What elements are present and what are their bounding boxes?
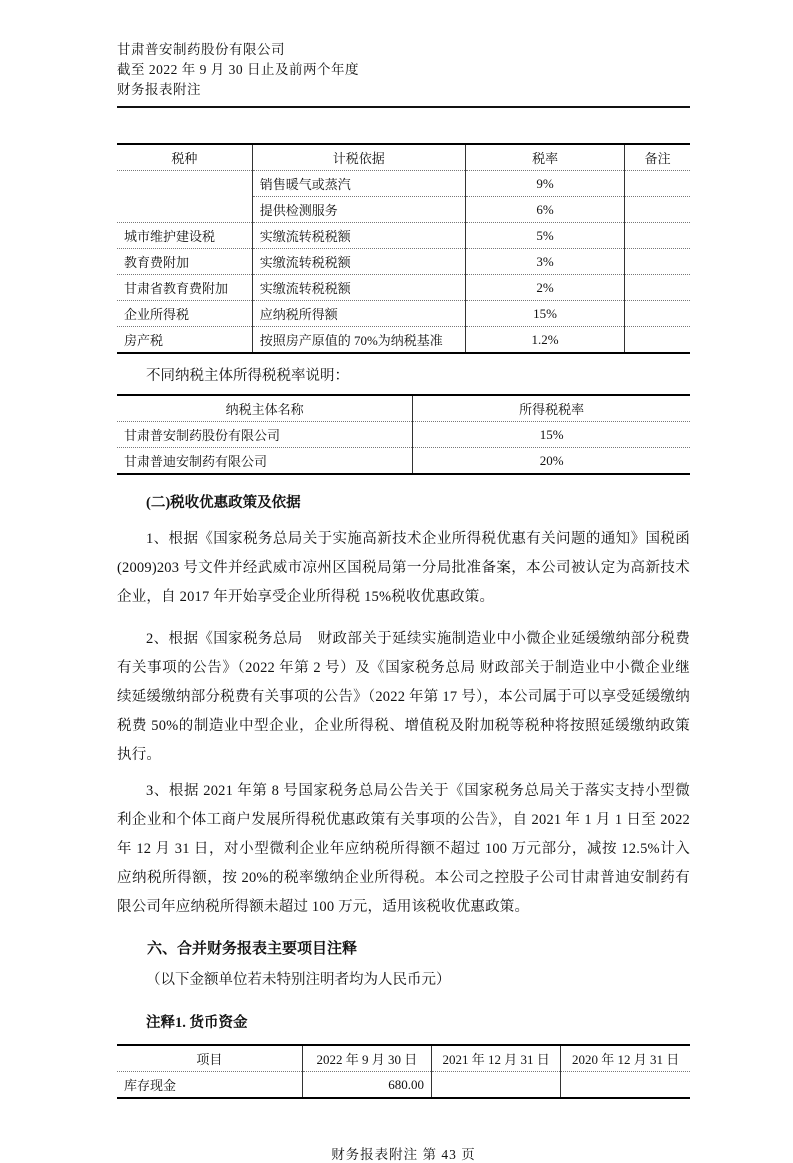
cell-tax-basis: 提供检测服务	[252, 197, 465, 223]
table-header-row	[117, 1045, 690, 1072]
col-header-income-tax-rate: 所得税税率	[519, 402, 585, 417]
cell-remark	[625, 171, 690, 197]
col-header-2021-12-31: 2021 年 12 月 31 日	[432, 1045, 561, 1072]
cell-tax-basis: 实缴流转税税额	[252, 249, 465, 275]
cell-tax-basis: 应纳税所得额	[252, 301, 465, 327]
cell-remark	[625, 197, 690, 223]
table-row	[117, 171, 690, 197]
entity-rate-note-line: 不同纳税主体所得税税率说明：	[146, 368, 349, 384]
period-line: 截至 2022 年 9 月 30 日止及前两个年度	[117, 62, 359, 77]
cell-tax-type: 教育费附加	[117, 249, 252, 275]
table-row	[117, 301, 690, 327]
cell-item-cash-on-hand: 库存现金	[117, 1072, 302, 1099]
section-heading-consolidated-notes: 六、合并财务报表主要项目注释	[147, 941, 358, 957]
cell-tax-type: 企业所得税	[117, 301, 252, 327]
col-header-entity-name: 纳税主体名称	[117, 395, 413, 422]
table-row	[117, 275, 690, 301]
entity-income-tax-table	[117, 394, 690, 475]
table-row	[117, 1072, 690, 1099]
page-content	[117, 0, 690, 1163]
cell-tax-rate: 1.2%	[465, 327, 625, 354]
cell-remark	[625, 249, 690, 275]
table-row	[117, 448, 690, 475]
cell-tax-rate: 9%	[465, 171, 625, 197]
policy-paragraph-1: 1、根据《国家税务总局关于实施高新技术企业所得税优惠有关问题的通知》国税函(2009)203 号文件并经武威市凉州区国税局第一分局批准备案，本公司被认定为高新技术企业，自 2017 年开始享受企业所得税 15%税收优惠政策。	[117, 531, 690, 605]
cell-tax-basis: 实缴流转税税额	[252, 275, 465, 301]
cell-entity-name: 甘肃普迪安制药有限公司	[117, 448, 413, 475]
cell-remark	[625, 275, 690, 301]
col-header-tax-basis: 计税依据	[252, 144, 465, 171]
table-row	[117, 223, 690, 249]
table-row	[117, 422, 690, 448]
cell-value-2021	[432, 1072, 561, 1099]
page-footer: 财务报表附注 第 43 页	[331, 1147, 476, 1162]
cell-value-2020	[561, 1072, 690, 1099]
cell-income-tax-rate: 15%	[413, 422, 690, 448]
header-rule	[117, 106, 690, 108]
cell-tax-rate: 2%	[465, 275, 625, 301]
col-header-item: 项目	[117, 1045, 302, 1072]
cell-tax-type: 城市维护建设税	[117, 223, 252, 249]
table-row	[117, 327, 690, 354]
tax-rate-table	[117, 143, 690, 354]
cell-entity-name: 甘肃普安制药股份有限公司	[117, 422, 413, 448]
document-title: 财务报表附注	[117, 82, 201, 97]
cell-tax-type: 甘肃省教育费附加	[117, 275, 252, 301]
col-header-2022-09-30: 2022 年 9 月 30 日	[302, 1045, 431, 1072]
note1-heading-monetary-funds: 注释1. 货币资金	[146, 1015, 248, 1031]
col-header-2020-12-31: 2020 年 12 月 31 日	[571, 1052, 680, 1067]
cell-tax-type: 房产税	[117, 327, 252, 354]
table-header-row	[117, 395, 690, 422]
cell-income-tax-rate: 20%	[413, 448, 690, 475]
col-header-remark: 备注	[644, 151, 671, 166]
col-header-tax-rate: 税率	[465, 144, 625, 171]
col-header-tax-type: 税种	[117, 144, 252, 171]
cell-remark	[625, 327, 690, 354]
cell-value-2022: 680.00	[302, 1072, 431, 1099]
cell-tax-type-merged	[117, 171, 252, 223]
cell-remark	[625, 301, 690, 327]
document-header	[117, 0, 690, 100]
cell-tax-rate: 3%	[465, 249, 625, 275]
cell-tax-rate: 15%	[465, 301, 625, 327]
cell-tax-rate: 5%	[465, 223, 625, 249]
table-row	[117, 249, 690, 275]
cell-tax-rate: 6%	[465, 197, 625, 223]
monetary-funds-table	[117, 1044, 690, 1099]
cell-tax-basis: 实缴流转税税额	[252, 223, 465, 249]
cell-tax-basis: 按照房产原值的 70%为纳税基准	[252, 327, 465, 354]
policy-paragraph-2: 2、根据《国家税务总局 财政部关于延续实施制造业中小微企业延缓缴纳部分税费有关事项的公告》（2022 年第 2 号）及《国家税务总局 财政部关于制造业中小微企业继续延缓缴纳部分税费有关事项的公告》（2022 年第 17 号），本公司属于可以享受延缓缴纳税费 50%的制造业中型企业，企业所得税、增值税及附加税等税种将按照延缓缴纳政策执行。	[117, 631, 690, 763]
section-heading-tax-incentives: (二)税收优惠政策及依据	[146, 495, 301, 511]
policy-paragraph-3: 3、根据 2021 年第 8 号国家税务总局公告关于《国家税务总局关于落实支持小型微利企业和个体工商户发展所得税优惠政策有关事项的公告》，自 2021 年 1 月 1 日至 2022 年 12 月 31 日，对小型微利企业年应纳税所得额不超过 100 万元部分，减按 12.5%计入应纳税所得额，按 20%的税率缴纳企业所得税。本公司之控股子公司甘肃普迪安制药有限公司年应纳税所得额未超过 100 万元，适用该税收优惠政策。	[117, 783, 691, 915]
cell-remark	[625, 223, 690, 249]
company-name: 甘肃普安制药股份有限公司	[117, 42, 285, 57]
cell-tax-basis: 销售暖气或蒸汽	[252, 171, 465, 197]
table-header-row	[117, 144, 690, 171]
currency-unit-note: （以下金额单位若未特别注明者均为人民币元）	[146, 972, 451, 988]
